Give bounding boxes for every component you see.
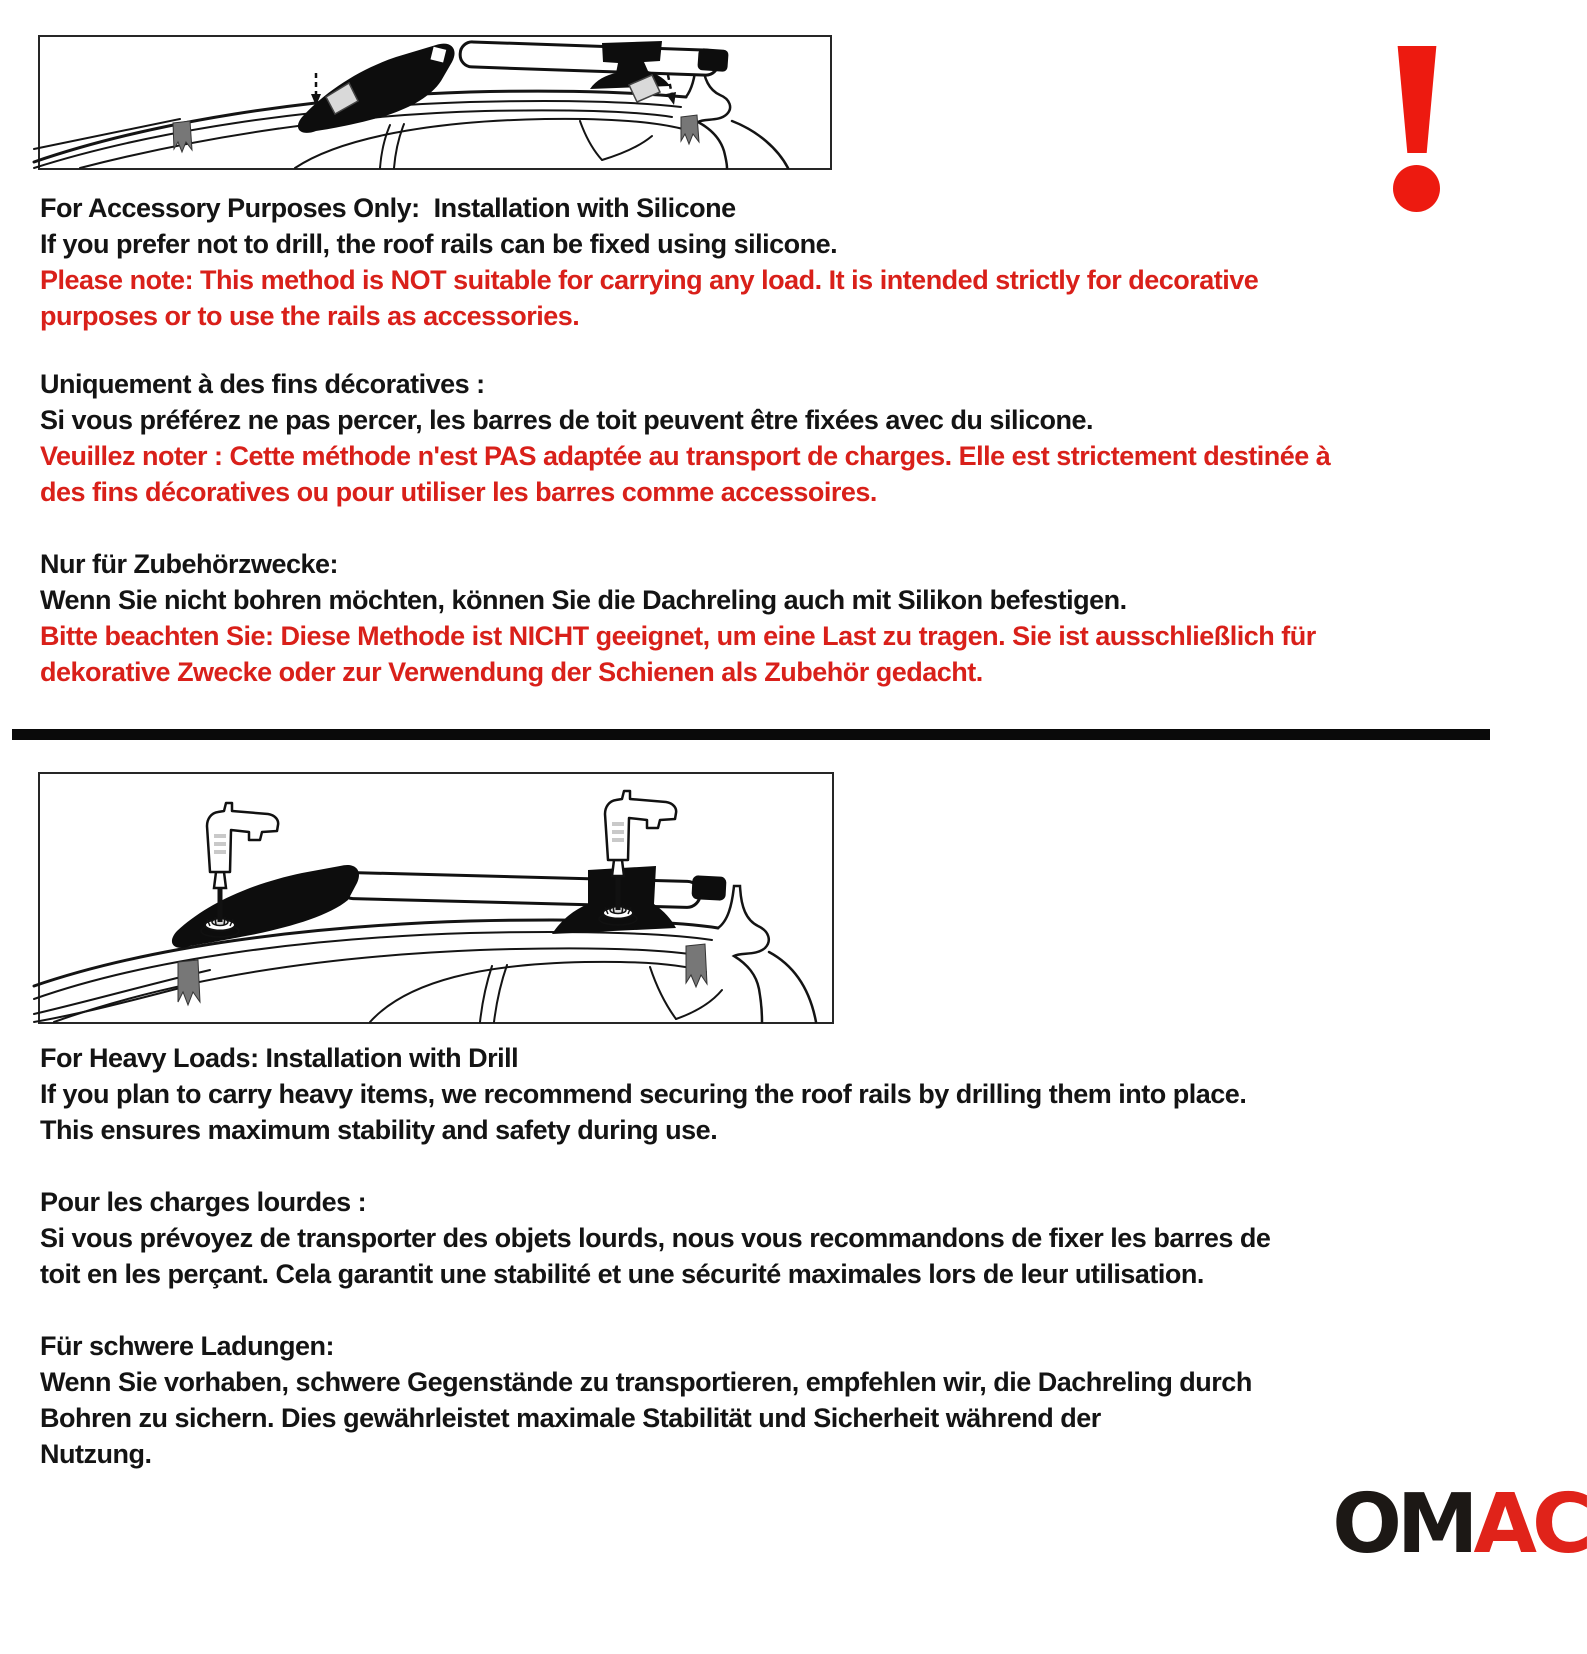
body-de-drill-3: Nutzung.: [40, 1439, 152, 1469]
warning-de-silicone-2: dekorative Zwecke oder zur Verwendung der Schienen als Zubehör gedacht.: [40, 657, 983, 687]
body-en-drill-1: If you plan to carry heavy items, we recommend securing the roof rails by drilling them into place.: [40, 1079, 1247, 1109]
section-silicone-en: [40, 190, 1258, 334]
body-de-silicone: Wenn Sie nicht bohren möchten, können Sie die Dachreling auch mit Silikon befestigen.: [40, 585, 1127, 615]
body-en-drill-2: This ensures maximum stability and safety during use.: [40, 1115, 718, 1145]
exclamation-dot: [1393, 165, 1440, 212]
tape-strip-left: [173, 121, 192, 152]
tape-strip-right: [686, 944, 707, 987]
drill-diagram-svg: [40, 774, 832, 1022]
section-silicone-fr: [40, 366, 1330, 510]
section-drill-fr: [40, 1184, 1270, 1292]
section-drill-de: [40, 1328, 1252, 1472]
body-fr-silicone: Si vous préférez ne pas percer, les barres de toit peuvent être fixées avec du silicone.: [40, 405, 1093, 435]
warning-fr-silicone-1: Veuillez noter : Cette méthode n'est PAS adaptée au transport de charges. Elle est strictement destinée à: [40, 441, 1331, 471]
exclamation-bar: [1395, 46, 1439, 153]
heading-de-silicone: Nur für Zubehörzwecke:: [40, 549, 339, 579]
heading-de-drill: Für schwere Ladungen:: [40, 1331, 335, 1361]
body-fr-drill-2: toit en les perçant. Cela garantit une stabilité et une sécurité maximales lors de leur utilisation.: [40, 1259, 1204, 1289]
warning-en-silicone-2: purposes or to use the rails as accessories.: [40, 301, 580, 331]
warning-de-silicone-1: Bitte beachten Sie: Diese Methode ist NICHT geeignet, um eine Last zu tragen. Sie ist ausschließlich für: [40, 621, 1316, 651]
warning-en-silicone-1: Please note: This method is NOT suitable for carrying any load. It is intended strictly for decorative: [40, 265, 1259, 295]
drill-installation-illustration: [38, 772, 834, 1024]
body-fr-drill-1: Si vous prévoyez de transporter des objets lourds, nous vous recommandons de fixer les barres de: [40, 1223, 1271, 1253]
omac-logo-black-part: OM: [1332, 1477, 1474, 1572]
silicone-installation-illustration: [38, 35, 832, 170]
omac-logo: [1238, 1402, 1587, 1648]
silicone-diagram-svg: [40, 37, 830, 168]
body-de-drill-2: Bohren zu sichern. Dies gewährleistet maximale Stabilität und Sicherheit während der: [40, 1403, 1101, 1433]
body-en-silicone: If you prefer not to drill, the roof rails can be fixed using silicone.: [40, 229, 838, 259]
heading-fr-drill: Pour les charges lourdes :: [40, 1187, 367, 1217]
heading-en-silicone: For Accessory Purposes Only: Installation with Silicone: [40, 193, 736, 223]
body-de-drill-1: Wenn Sie vorhaben, schwere Gegenstände zu transportieren, empfehlen wir, die Dachreling durch: [40, 1367, 1252, 1397]
omac-logo-red-part: AC: [1473, 1477, 1587, 1572]
section-drill-en: [40, 1040, 1246, 1148]
warning-fr-silicone-2: des fins décoratives ou pour utiliser les barres comme accessoires.: [40, 477, 877, 507]
heading-fr-silicone: Uniquement à des fins décoratives :: [40, 369, 485, 399]
tape-strip-right: [681, 115, 699, 144]
section-divider: [12, 729, 1490, 740]
section-silicone-de: [40, 546, 1316, 690]
heading-en-drill: For Heavy Loads: Installation with Drill: [40, 1043, 519, 1073]
warning-exclamation-icon: [1392, 46, 1444, 236]
tape-strip-left: [178, 960, 200, 1005]
